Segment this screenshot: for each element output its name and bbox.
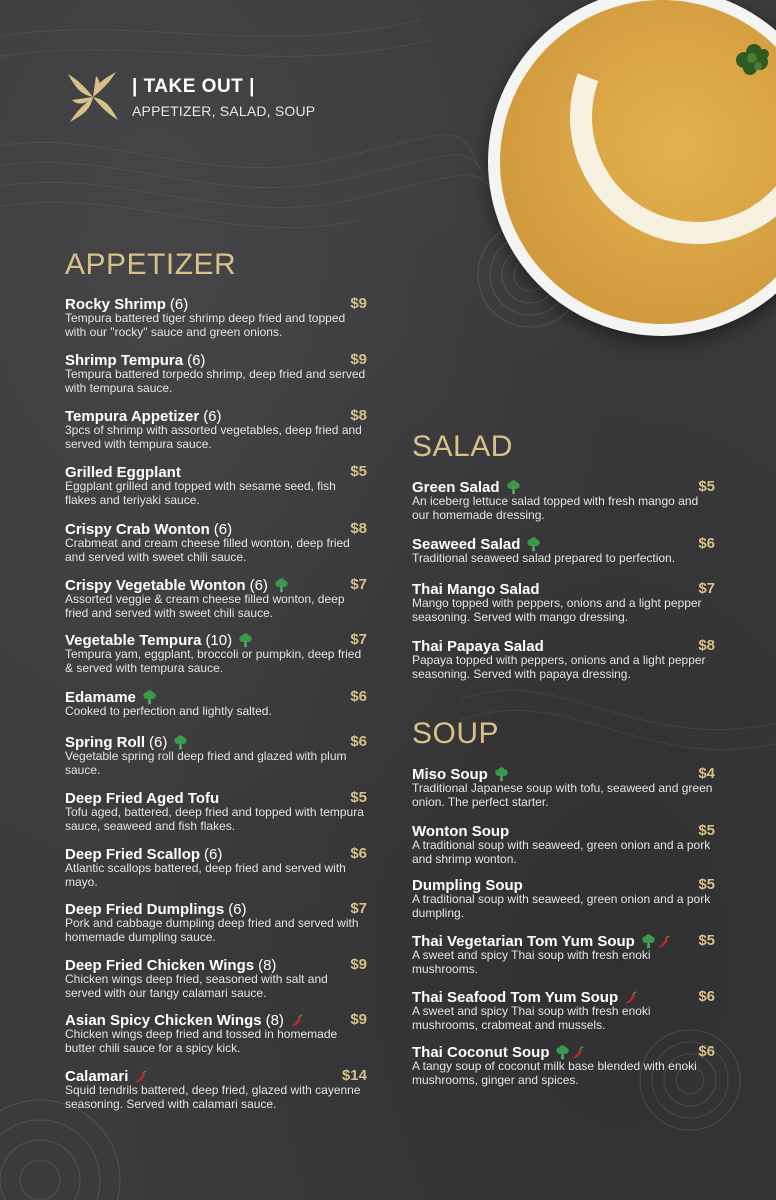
broccoli-icon	[641, 934, 656, 949]
item-name: Calamari	[65, 1067, 129, 1085]
item-count: (8)	[258, 956, 277, 974]
item-price: $8	[350, 520, 367, 537]
soup-menu-item	[412, 988, 715, 1032]
item-description: Traditional seaweed salad prepared to perfection.	[412, 551, 676, 565]
item-description: A sweet and spicy Thai soup with fresh enoki mushrooms, crabmeat and mussels.	[412, 1004, 651, 1032]
broccoli-icon	[506, 480, 521, 495]
item-price: $6	[698, 535, 715, 552]
item-name: Spring Roll	[65, 733, 145, 751]
item-name: Deep Fried Dumplings	[65, 900, 225, 918]
item-description: Tempura yam, eggplant, broccoli or pumpkin, deep fried & served with tempura sauce.	[65, 647, 362, 675]
item-description: A sweet and spicy Thai soup with fresh enoki mushrooms.	[412, 948, 651, 976]
appetizer-menu-item	[65, 407, 367, 451]
chili-pepper-icon	[657, 934, 672, 949]
item-name: Thai Vegetarian Tom Yum Soup	[412, 932, 635, 950]
item-description: Papaya topped with peppers, onions and a light pepper seasoning. Served with papaya dressing.	[412, 653, 706, 681]
soup-menu-item	[412, 932, 715, 976]
item-price: $9	[350, 351, 367, 368]
chili-pepper-icon	[624, 990, 639, 1005]
appetizer-menu-item	[65, 688, 367, 719]
item-price: $5	[350, 463, 367, 480]
item-description: An iceberg lettuce salad topped with fresh mango and our homemade dressing.	[412, 494, 699, 522]
item-count: (6)	[169, 295, 189, 313]
broccoli-icon	[142, 690, 157, 705]
item-price: $7	[350, 900, 367, 917]
appetizer-menu-item	[65, 900, 367, 944]
salad-menu-item	[412, 637, 715, 681]
item-price: $7	[698, 580, 715, 597]
item-count: (6)	[204, 845, 223, 863]
item-price: $5	[698, 932, 715, 949]
item-price: $5	[698, 876, 715, 893]
item-price: $6	[698, 1043, 715, 1060]
item-name: Crispy Crab Wonton	[65, 520, 210, 538]
chili-pepper-icon	[134, 1069, 149, 1084]
appetizer-menu-item	[65, 1011, 367, 1055]
appetizer-menu-item	[65, 520, 367, 564]
item-price: $5	[698, 478, 715, 495]
pinwheel-logo-icon	[66, 70, 120, 124]
item-price: $8	[698, 637, 715, 654]
item-name: Grilled Eggplant	[65, 463, 181, 481]
item-name: Tempura Appetizer	[65, 407, 200, 425]
appetizer-menu-item	[65, 956, 367, 1000]
item-count: (6)	[187, 351, 206, 369]
item-price: $9	[350, 295, 367, 312]
item-name: Thai Coconut Soup	[412, 1043, 550, 1061]
item-count: (6)	[203, 407, 222, 425]
item-price: $5	[698, 822, 715, 839]
item-description: 3pcs of shrimp with assorted vegetables, deep fried and served with tempura sauce.	[65, 423, 362, 451]
item-count: (6)	[228, 900, 247, 918]
appetizer-menu-item	[65, 733, 367, 777]
item-price: $9	[350, 956, 367, 973]
broccoli-icon	[274, 578, 289, 593]
soup-menu-item	[412, 765, 715, 809]
chili-pepper-icon	[290, 1013, 305, 1028]
item-description: Cooked to perfection and lightly salted.	[65, 704, 272, 718]
item-count: (10)	[205, 631, 233, 649]
appetizer-menu-item	[65, 789, 367, 833]
herb-garnish-icon	[730, 40, 774, 80]
item-description: Squid tendrils battered, deep fried, glazed with cayenne seasoning. Served with calamari sauce.	[65, 1083, 361, 1111]
item-description: Tofu aged, battered, deep fried and topped with tempura sauce, seaweed and fish flakes.	[65, 805, 364, 833]
item-price: $7	[350, 631, 367, 648]
item-description: A traditional soup with seaweed, green onion and a pork dumpling.	[412, 892, 711, 920]
appetizer-menu-item	[65, 295, 367, 339]
item-price: $6	[350, 733, 367, 750]
soup-section-title: SOUP	[412, 717, 500, 750]
broccoli-icon	[173, 735, 188, 750]
item-price: $7	[350, 576, 367, 593]
broccoli-icon	[526, 537, 541, 552]
item-description: Atlantic scallops battered, deep fried and served with mayo.	[65, 861, 346, 889]
item-name: Wonton Soup	[412, 822, 510, 840]
appetizer-section-title: APPETIZER	[65, 248, 237, 281]
broccoli-icon	[494, 767, 509, 782]
soup-menu-item	[412, 876, 715, 920]
chili-pepper-icon	[571, 1045, 586, 1060]
item-count: (6)	[249, 576, 268, 594]
item-description: Crabmeat and cream cheese filled wonton, deep fried and served with sweet chili sauce.	[65, 536, 350, 564]
item-description: Tempura battered torpedo shrimp, deep fried and served with tempura sauce.	[65, 367, 366, 395]
item-name: Green Salad	[412, 478, 500, 496]
item-price: $6	[350, 688, 367, 705]
item-count: (6)	[213, 520, 233, 538]
item-description: A traditional soup with seaweed, green onion and a pork and shrimp wonton.	[412, 838, 711, 866]
item-name: Seaweed Salad	[412, 535, 521, 553]
item-description: Chicken wings deep fried and tossed in homemade butter chili sauce for a spicy kick.	[65, 1027, 338, 1055]
item-description: Vegetable spring roll deep fried and glazed with plum sauce.	[65, 749, 347, 777]
item-price: $9	[350, 1011, 367, 1028]
item-description: A tangy soup of coconut milk base blended with enoki mushrooms, ginger and spices.	[412, 1059, 697, 1087]
item-name: Thai Mango Salad	[412, 580, 540, 598]
salad-section-title: SALAD	[412, 430, 513, 463]
item-name: Deep Fried Chicken Wings	[65, 956, 255, 974]
appetizer-menu-item	[65, 845, 367, 889]
item-price: $14	[341, 1067, 367, 1084]
soup-surface	[500, 0, 776, 324]
header-title: | TAKE OUT |	[132, 76, 255, 97]
appetizer-menu-item	[65, 576, 367, 620]
item-description: Chicken wings deep fried, seasoned with salt and served with our tangy calamari sauce.	[65, 972, 328, 1000]
item-count: (6)	[149, 733, 168, 751]
appetizer-menu-item	[65, 631, 367, 675]
soup-menu-item	[412, 1043, 715, 1087]
item-price: $6	[350, 845, 367, 862]
salad-menu-item	[412, 535, 715, 566]
item-count: (8)	[265, 1011, 284, 1029]
item-name: Crispy Vegetable Wonton	[65, 576, 246, 594]
salad-menu-item	[412, 580, 715, 624]
item-price: $4	[698, 765, 715, 782]
item-name: Miso Soup	[412, 765, 488, 783]
item-description: Mango topped with peppers, onions and a light pepper seasoning. Served with mango dressing.	[412, 596, 702, 624]
item-price: $8	[350, 407, 367, 424]
item-name: Dumpling Soup	[412, 876, 523, 894]
broccoli-icon	[238, 633, 253, 648]
item-description: Eggplant grilled and topped with sesame seed, fish flakes and teriyaki sauce.	[65, 479, 336, 507]
item-description: Pork and cabbage dumpling deep fried and served with homemade dumpling sauce.	[65, 916, 359, 944]
item-description: Assorted veggie & cream cheese filled wonton, deep fried and served with sweet chili sauce.	[65, 592, 345, 620]
item-price: $6	[698, 988, 715, 1005]
item-description: Traditional Japanese soup with tofu, seaweed and green onion. The perfect starter.	[412, 781, 713, 809]
item-price: $5	[350, 789, 367, 806]
item-name: Thai Papaya Salad	[412, 637, 544, 655]
item-name: Rocky Shrimp	[65, 295, 166, 313]
item-name: Thai Seafood Tom Yum Soup	[412, 988, 619, 1006]
appetizer-menu-item	[65, 463, 367, 507]
salad-menu-item	[412, 478, 715, 522]
item-name: Edamame	[65, 688, 136, 706]
appetizer-menu-item	[65, 1067, 367, 1111]
item-name: Shrimp Tempura	[65, 351, 184, 369]
appetizer-menu-item	[65, 351, 367, 395]
item-name: Deep Fried Aged Tofu	[65, 789, 220, 807]
item-name: Deep Fried Scallop	[65, 845, 201, 863]
item-description: Tempura battered tiger shrimp deep fried and topped with our "rocky" sauce and green onions.	[65, 311, 346, 339]
header-subtitle: APPETIZER, SALAD, SOUP	[132, 103, 316, 119]
soup-menu-item	[412, 822, 715, 866]
broccoli-icon	[555, 1045, 570, 1060]
item-name: Asian Spicy Chicken Wings	[65, 1011, 262, 1029]
item-name: Vegetable Tempura	[65, 631, 202, 649]
